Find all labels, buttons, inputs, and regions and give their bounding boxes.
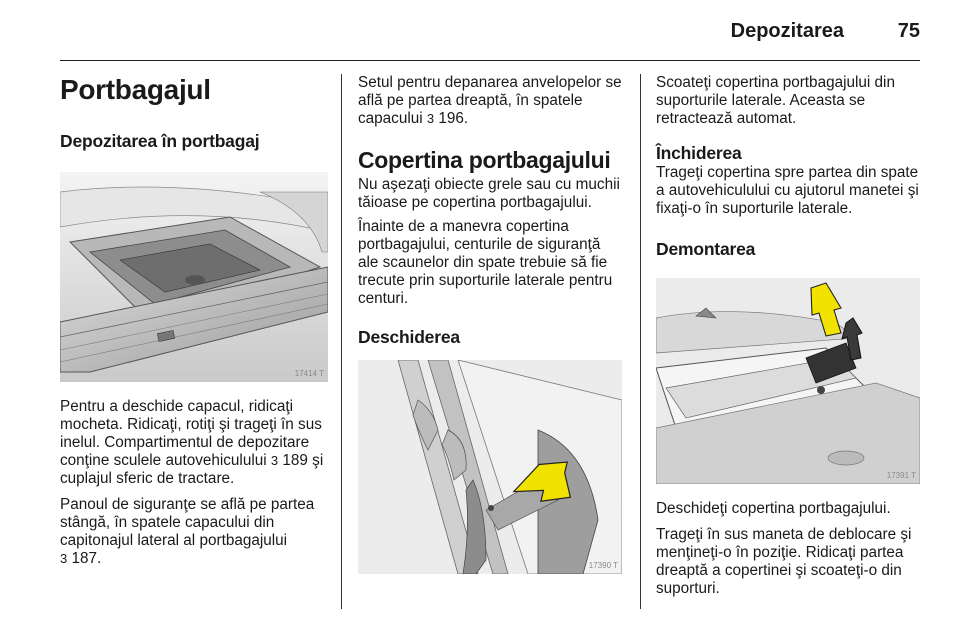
figure-code: 17414 T: [294, 369, 324, 378]
reference-arrow-icon: 3: [60, 551, 68, 566]
column-1: [60, 74, 330, 568]
figure-cover-opening: [358, 360, 622, 574]
column-3: [656, 74, 924, 598]
subsection-heading: Depozitarea în portbagaj: [60, 131, 260, 151]
paragraph: Panoul de siguranţe se află pe partea stângă, în spatele capacului din capitonajul lateral al portbagajului 3 187.: [60, 496, 315, 567]
figure-cover-removal: [656, 278, 920, 484]
page-header: [60, 0, 920, 61]
paragraph: Setul pentru depanarea anvelopelor se află pe partea dreaptă, în spatele capacului 3 196.: [358, 74, 622, 127]
paragraph: Scoateţi copertina portbagajului din suporturile laterale. Aceasta se retractează automat.: [656, 74, 895, 127]
paragraph: Pentru a deschide capacul, ridicaţi mocheta. Ridicaţi, rotiţi şi trageţi în sus inelul. Compartimentul de depozitare conţine sculele autovehiculului 3 189 şi cuplajul sferic de tractare.: [60, 398, 324, 487]
header-title: Depozitarea: [730, 20, 844, 42]
paragraph: Nu aşezaţi obiecte grele sau cu muchii tăioase pe copertina portbagajului.: [358, 176, 620, 211]
section-title: Portbagajul: [60, 74, 211, 105]
subsection-heading: Închiderea: [656, 143, 742, 163]
trunk-storage-illustration: [60, 172, 328, 382]
column-2: [358, 74, 623, 574]
figure-code: 17391 T: [886, 471, 916, 480]
paragraph: Trageţi în sus maneta de deblocare şi menţineţi-o în poziţie. Ridicaţi partea dreaptă a copertinei şi scoateţi-o din suporturi.: [656, 526, 912, 597]
paragraph: Deschideţi copertina portbagajului.: [656, 500, 891, 517]
column-divider: [341, 74, 342, 609]
paragraph: Înainte de a manevra copertina portbagajului, centurile de siguranţă ale scaunelor din spate trebuie să fie trecute prin suporturile laterale pentru centuri.: [358, 218, 613, 307]
cover-opening-illustration: [358, 360, 622, 574]
column-divider: [640, 74, 641, 609]
subsection-heading: Deschiderea: [358, 327, 460, 347]
cover-removal-illustration: [656, 278, 920, 484]
page-number: 75: [897, 20, 920, 42]
reference-arrow-icon: 3: [426, 111, 435, 126]
figure-code: 17390 T: [588, 561, 618, 570]
subsection-heading: Demontarea: [656, 239, 756, 259]
figure-trunk-storage: [60, 172, 328, 382]
reference-arrow-icon: 3: [270, 453, 279, 468]
section-title: Copertina portbagajului: [358, 147, 611, 173]
paragraph: Trageţi copertina spre partea din spate a autovehiculului cu ajutorul manetei şi fixaţi-o în suporturile laterale.: [656, 164, 919, 217]
